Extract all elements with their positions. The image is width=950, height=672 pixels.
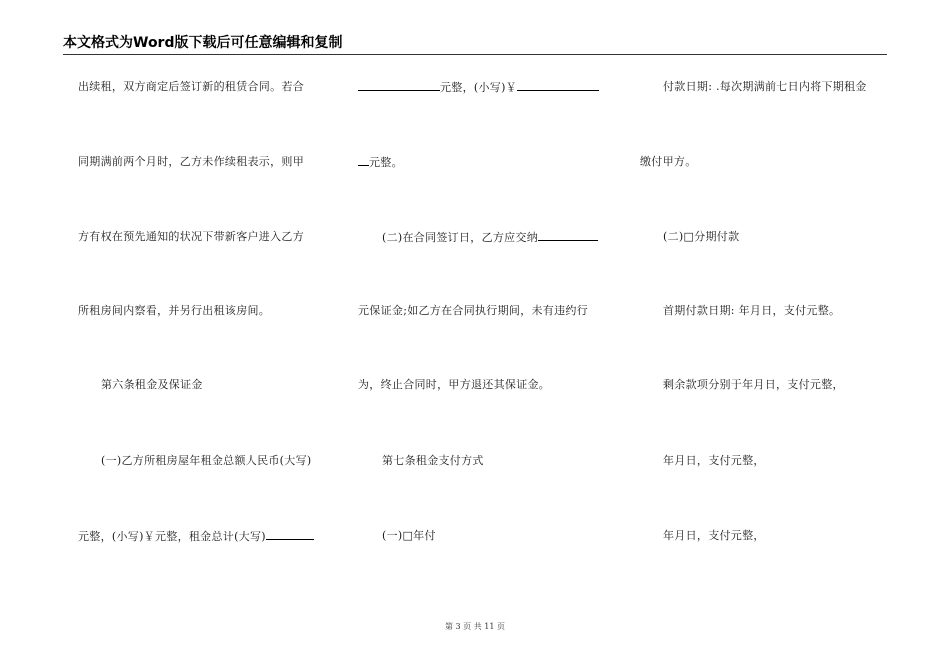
text-line-with-blank <box>78 529 314 544</box>
page-number: 第 3 页 共 11 页 <box>445 622 505 631</box>
text-line-with-blank <box>382 230 598 245</box>
header-title: 本文格式为Word版下载后可任意编辑和复制 <box>63 35 343 51</box>
text-line: 元保证金;如乙方在合同执行期间，未有违约行 <box>358 304 589 317</box>
fill-blank <box>358 80 440 91</box>
section-heading: 第七条租金支付方式 <box>382 454 484 467</box>
text-line: 为，终止合同时，甲方退还其保证金。 <box>358 378 551 391</box>
section-heading: 第六条租金及保证金 <box>101 378 203 391</box>
text-segment: 元整，(小写)￥ <box>440 81 517 94</box>
fill-blank <box>517 80 599 91</box>
fill-blank <box>358 155 369 166</box>
text-line-with-blank <box>358 155 403 170</box>
text-line: 年月日，支付元整， <box>663 454 765 467</box>
text-line: (一)□年付 <box>382 529 436 542</box>
text-segment: 元整。 <box>369 156 403 169</box>
text-line: 所租房间内察看，并另行出租该房间。 <box>78 304 271 317</box>
text-line: 首期付款日期: 年月日，支付元整。 <box>663 304 841 317</box>
fill-blank <box>266 529 314 540</box>
text-line: 方有权在预先通知的状况下带新客户进入乙方 <box>78 230 304 243</box>
text-line: 出续租，双方商定后签订新的租赁合同。若合 <box>78 80 304 93</box>
text-line: 付款日期: .每次期满前七日内将下期租金 <box>663 80 867 93</box>
text-line: 年月日，支付元整， <box>663 529 765 542</box>
text-line: (二)□分期付款 <box>663 230 740 243</box>
fill-blank <box>538 230 598 241</box>
text-line: (一)乙方所租房屋年租金总额人民币(大写) <box>101 454 312 467</box>
page-header <box>63 34 887 55</box>
text-line: 剩余款项分别于年月日，支付元整， <box>663 378 844 391</box>
text-line-with-blank <box>358 80 599 95</box>
text-line: 缴付甲方。 <box>640 155 697 168</box>
text-segment: (二)在合同签订日，乙方应交纳 <box>382 231 539 244</box>
text-line: 同期满前两个月时，乙方未作续租表示，则甲 <box>78 155 304 168</box>
text-segment: 元整，(小写)￥元整，租金总计(大写) <box>78 530 266 543</box>
